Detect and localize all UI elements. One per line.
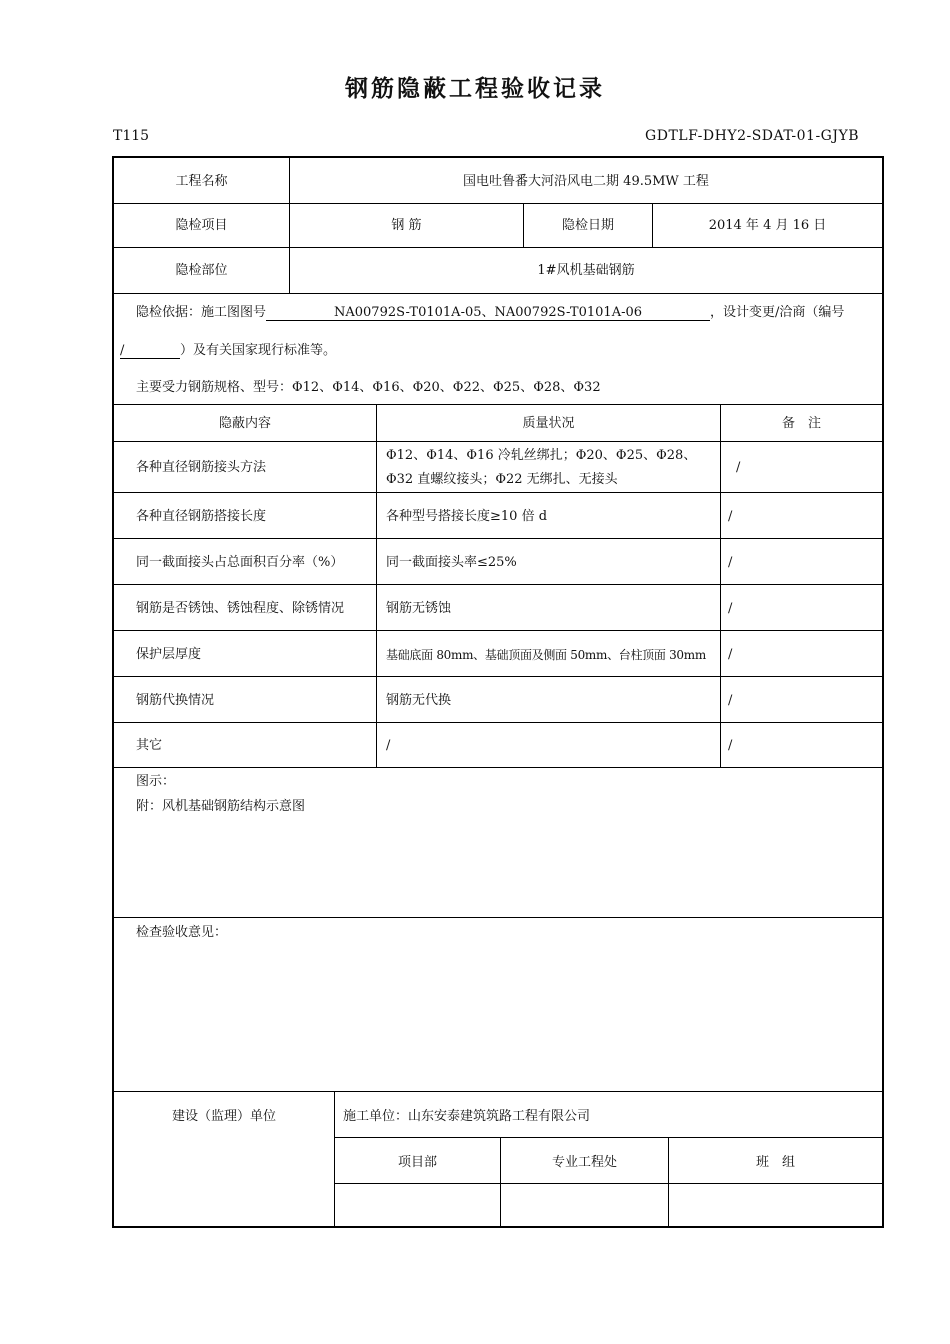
column-divider (668, 1137, 669, 1226)
inspection-item-value: 钢 筋 (391, 218, 422, 233)
table-row-content: 各种直径钢筋接头方法 (136, 460, 267, 475)
row-divider (114, 441, 882, 442)
basis-prefix: 隐检依据：施工图图号 (136, 305, 267, 320)
row-divider (114, 584, 882, 585)
table-row-note: / (728, 601, 733, 616)
steel-spec: 主要受力钢筋规格、型号：Φ12、Φ14、Φ16、Φ20、Φ22、Φ25、Φ28、Φ32 (136, 380, 601, 395)
project-name-value: 国电吐鲁番大河沿风电二期 49.5MW 工程 (463, 174, 709, 189)
table-row-content: 各种直径钢筋搭接长度 (136, 509, 267, 524)
table-row-note: / (728, 555, 733, 570)
row-divider (114, 676, 882, 677)
basis-suffix: ）及有关国家现行标准等。 (180, 343, 337, 358)
basis-line-1 (136, 304, 844, 322)
row-divider (114, 247, 882, 248)
inspection-date-value: 2014 年 4 月 16 日 (708, 218, 827, 233)
header-content: 隐蔽内容 (218, 416, 271, 431)
table-row-status: 钢筋无锈蚀 (386, 601, 452, 616)
page-title: 钢筋隐蔽工程验收记录 (345, 76, 605, 102)
table-row-status: 钢筋无代换 (386, 693, 452, 708)
row-divider (114, 917, 882, 918)
column-divider (376, 404, 377, 767)
inspection-item-label: 隐检项目 (175, 218, 228, 233)
row-divider (114, 293, 882, 294)
signoff-team: 班 组 (755, 1155, 795, 1170)
inspection-location-label: 隐检部位 (175, 263, 228, 278)
inspection-form (112, 156, 884, 1228)
table-row-content: 同一截面接头占总面积百分率（%） (136, 555, 344, 570)
table-row-content: 钢筋代换情况 (136, 693, 215, 708)
table-row-note: / (728, 509, 733, 524)
inspection-date-label: 隐检日期 (561, 218, 614, 233)
row-divider (114, 1091, 882, 1092)
column-divider (500, 1137, 501, 1226)
row-divider (114, 203, 882, 204)
table-row-content: 其它 (136, 738, 163, 753)
document-code: GDTLF-DHY2-SDAT-01-GJYB (645, 128, 859, 144)
drawing-numbers: NA00792S-T0101A-05、NA00792S-T0101A-06 (266, 305, 710, 321)
diagram-attachment: 附：风机基础钢筋结构示意图 (136, 799, 306, 814)
table-row-note: / (728, 647, 733, 662)
basis-middle: ，设计变更/洽商（编号 (710, 305, 845, 320)
header-note: 备 注 (781, 416, 821, 431)
table-row-note: / (728, 738, 733, 753)
table-row-note: / (736, 460, 741, 475)
header-status: 质量状况 (522, 416, 575, 431)
diagram-label: 图示： (136, 774, 176, 789)
table-row-note: / (728, 693, 733, 708)
table-row-status: Φ32 直螺纹接头；Φ22 无绑扎、无接头 (386, 472, 618, 487)
row-divider (114, 404, 882, 405)
change-number: / (120, 343, 180, 359)
row-divider (114, 722, 882, 723)
row-divider (114, 538, 882, 539)
table-row-content: 保护层厚度 (136, 647, 202, 662)
table-row-status: / (386, 738, 391, 753)
column-divider (720, 404, 721, 767)
signoff-engineering-office: 专业工程处 (551, 1155, 617, 1170)
table-row-status: 基础底面 80mm、基础顶面及侧面 50mm、台柱顶面 30mm (386, 648, 706, 662)
table-row-status: 各种型号搭接长度≥10 倍 d (386, 509, 548, 524)
table-row-status: Φ12、Φ14、Φ16 冷轧丝绑扎；Φ20、Φ25、Φ28、 (386, 448, 697, 463)
contractor-unit: 施工单位：山东安泰建筑筑路工程有限公司 (343, 1109, 591, 1124)
row-divider (334, 1183, 882, 1184)
table-row-content: 钢筋是否锈蚀、锈蚀程度、除锈情况 (136, 601, 345, 616)
table-row-status: 同一截面接头率≤25% (386, 555, 517, 570)
row-divider (114, 492, 882, 493)
basis-line-2 (120, 342, 336, 360)
row-divider (114, 630, 882, 631)
form-number: T115 (113, 128, 150, 144)
row-divider (334, 1137, 882, 1138)
owner-unit-label: 建设（监理）单位 (171, 1109, 276, 1124)
inspection-opinion-label: 检查验收意见： (136, 925, 228, 940)
inspection-location-value: 1#风机基础钢筋 (537, 263, 635, 278)
signoff-project-dept: 项目部 (397, 1155, 437, 1170)
row-divider (114, 767, 882, 768)
project-name-label: 工程名称 (175, 174, 228, 189)
